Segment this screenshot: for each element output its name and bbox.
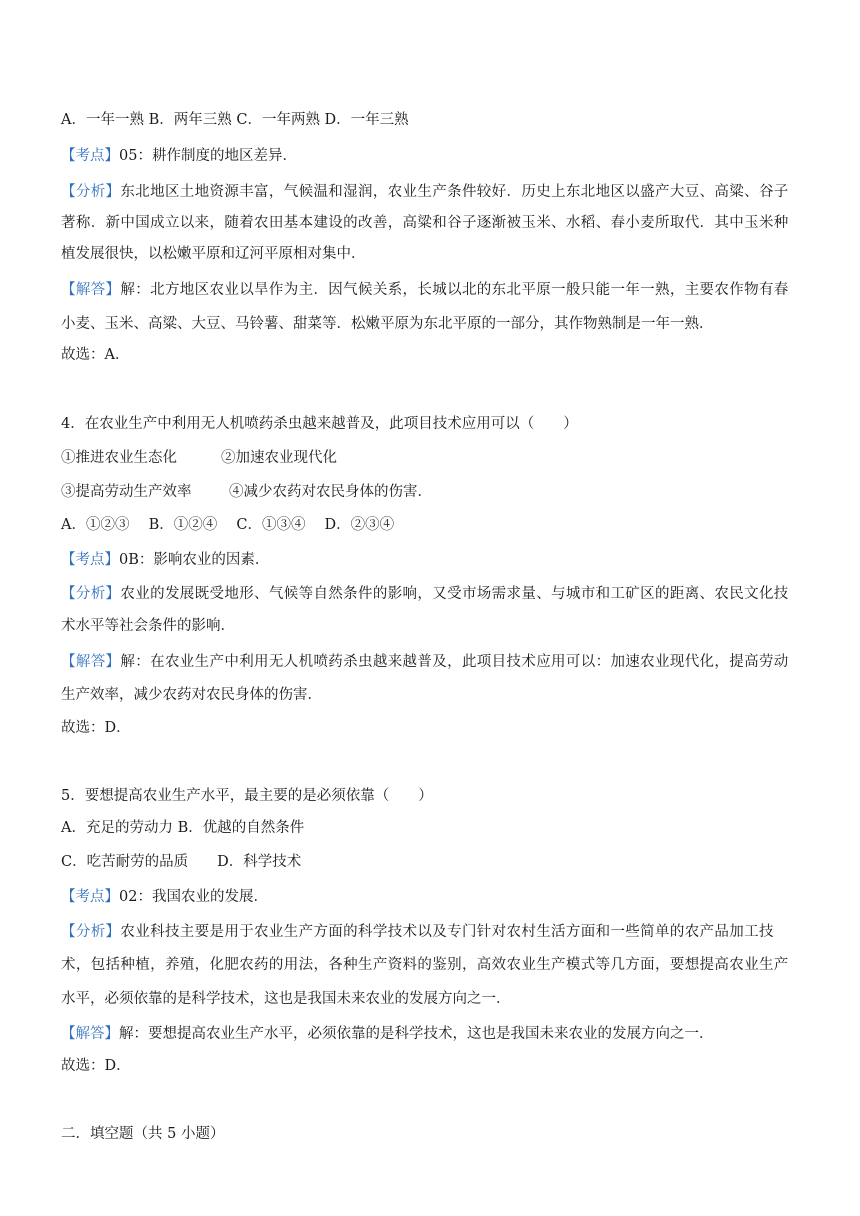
q4-choice-2: ②加速农业现代化 (221, 450, 337, 466)
fenxi-tag: 【分析】 (61, 924, 121, 940)
q5-jieda (61, 1024, 714, 1044)
q5-fenxi-line-1 (61, 922, 774, 942)
q3-answer: 故选：A． (61, 347, 130, 363)
q4-choices-row-1 (61, 448, 337, 468)
fenxi-tag: 【分析】 (61, 184, 121, 200)
q4-kaodian (61, 550, 269, 570)
q5-options-row-1: A．充足的劳动力 B．优越的自然条件 (61, 820, 305, 836)
kaodian-tag: 【考点】 (61, 148, 119, 164)
q4-jieda-line-2: 生产效率，减少农药对农民身体的伤害． (61, 687, 322, 703)
fenxi-text: 农业科技主要是用于农业生产方面的科学技术以及专门针对农村生活方面和一些简单的农产品加工技 (120, 924, 774, 940)
q4-choice-1: ①推进农业生态化 (61, 450, 177, 466)
q3-options: A．一年一熟 B．两年三熟 C．一年两熟 D．一年三熟 (61, 112, 409, 128)
fenxi-text: 农业的发展既受地形、气候等自然条件的影响，又受市场需求量、与城市和工矿区的距离、农民文化技 (120, 586, 789, 602)
q4-options: A．①②③ B．①②④ C．①③④ D．②③④ (61, 517, 395, 533)
kaodian-tag: 【考点】 (61, 889, 119, 905)
q3-jieda-line-1 (61, 280, 789, 300)
jieda-text: 解：在农业生产中利用无人机喷药杀虫越来越普及，此项目技术应用可以：加速农业现代化，提高劳动 (120, 654, 789, 670)
section-heading: 二．填空题（共 5 小题） (61, 1126, 225, 1142)
kaodian-tag: 【考点】 (61, 552, 119, 568)
q5-answer: 故选：D． (61, 1058, 131, 1074)
q4-answer: 故选：D． (61, 720, 131, 736)
q4-fenxi-line-1 (61, 584, 789, 604)
q5-kaodian (61, 887, 268, 907)
kaodian-text: 0B：影响农业的因素． (119, 552, 270, 568)
jieda-text: 解：要想提高农业生产水平，必须依靠的是科学技术，这也是我国未来农业的发展方向之一． (119, 1026, 714, 1042)
q3-fenxi-line-1 (61, 182, 789, 202)
jieda-tag: 【解答】 (61, 1026, 119, 1042)
q4-choice-4: ④减少农药对农民身体的伤害． (229, 484, 432, 500)
q5-stem: 5．要想提高农业生产水平，最主要的是必须依靠（ ） (61, 788, 433, 804)
q4-choice-3: ③提高劳动生产效率 (61, 484, 192, 500)
q3-kaodian (61, 146, 297, 166)
q5-fenxi-line-3: 水平，必须依靠的是科学技术，这也是我国未来农业的发展方向之一． (61, 991, 511, 1007)
q4-jieda-line-1 (61, 652, 789, 672)
q3-jieda-line-2: 小麦、玉米、高粱、大豆、马铃薯、甜菜等．松嫩平原为东北平原的一部分，其作物熟制是一年一熟． (61, 316, 714, 332)
kaodian-text: 05：耕作制度的地区差异． (119, 148, 297, 164)
jieda-text: 解：北方地区农业以旱作为主．因气候关系，长城以北的东北平原一般只能一年一熟，主要农作物有春 (120, 282, 789, 298)
jieda-tag: 【解答】 (61, 282, 121, 298)
kaodian-text: 02：我国农业的发展． (119, 889, 268, 905)
q4-choices-row-2 (61, 482, 432, 502)
q4-fenxi-line-2: 术水平等社会条件的影响． (61, 618, 235, 634)
q5-options-row-2: C．吃苦耐劳的品质 D．科学技术 (61, 854, 302, 870)
fenxi-text: 东北地区土地资源丰富，气候温和湿润，农业生产条件较好．历史上东北地区以盛产大豆、高粱、谷子 (120, 184, 789, 200)
q5-fenxi-line-2: 术，包括种植，养殖，化肥农药的用法，各种生产资料的鉴别，高效农业生产模式等几方面，要想提高农业生产 (61, 957, 789, 973)
jieda-tag: 【解答】 (61, 654, 121, 670)
q4-stem: 4．在农业生产中利用无人机喷药杀虫越来越普及，此项目技术应用可以（ ） (61, 416, 578, 432)
q3-fenxi-line-2: 著称．新中国成立以来，随着农田基本建设的改善，高粱和谷子逐渐被玉米、水稻、春小麦所取代．其中玉米种 (61, 215, 789, 231)
fenxi-tag: 【分析】 (61, 586, 121, 602)
q3-fenxi-line-3: 植发展很快，以松嫩平原和辽河平原相对集中． (61, 246, 366, 262)
